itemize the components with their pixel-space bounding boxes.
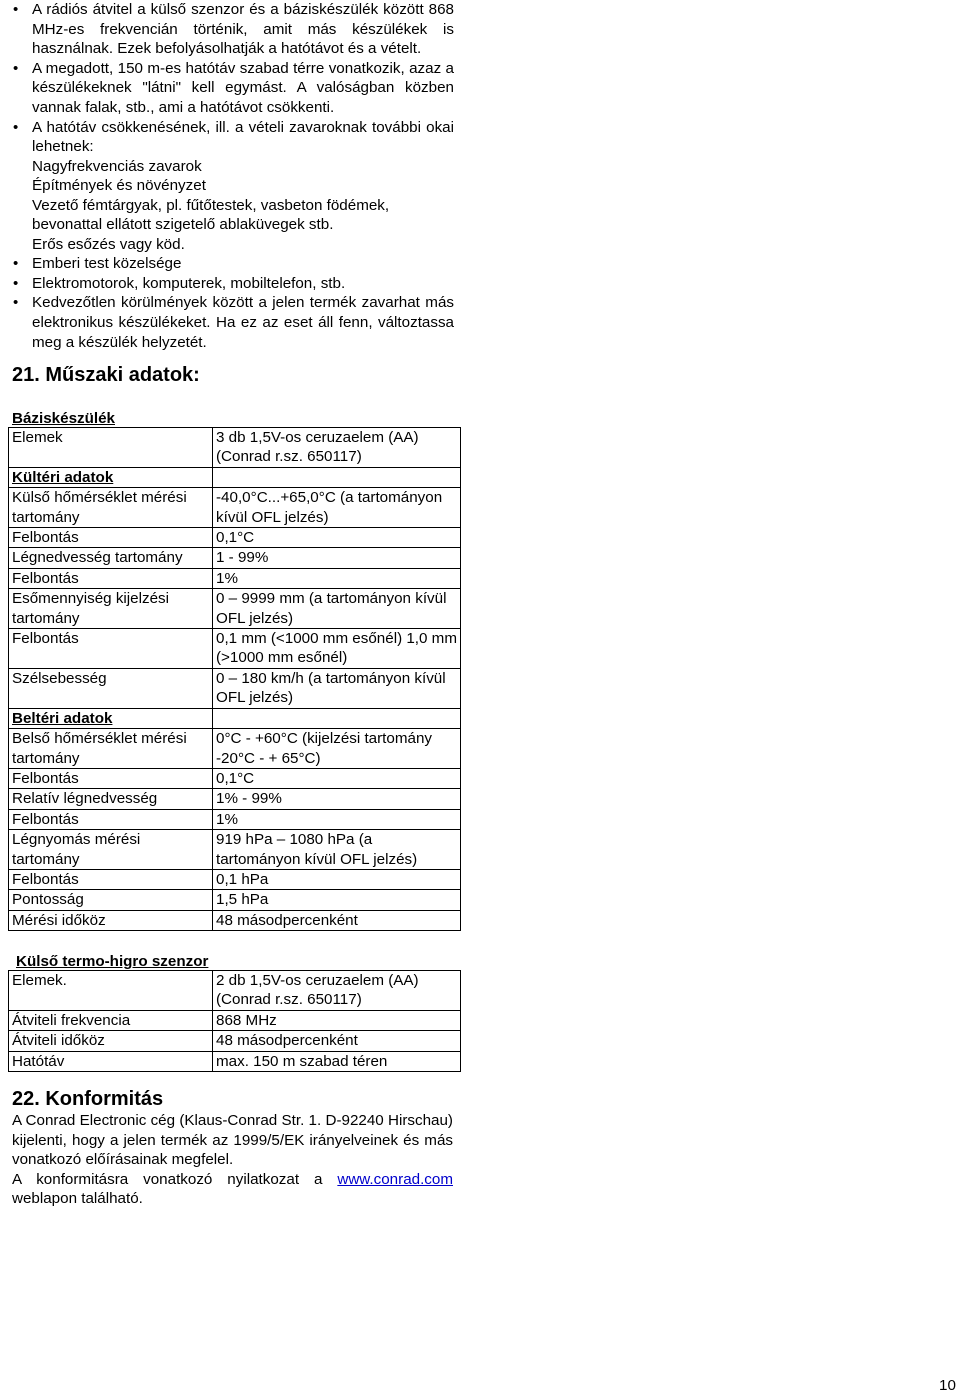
spec-value	[213, 467, 461, 487]
spec-row	[9, 830, 461, 870]
spec-label: Hatótáv	[9, 1051, 213, 1071]
spec-row	[9, 1051, 461, 1071]
sub-list	[12, 157, 454, 255]
section-22-title: 22. Konformitás	[12, 1088, 164, 1110]
spec-value: 48 másodpercenként	[213, 1031, 461, 1051]
spec-label: Légnedvesség tartomány	[9, 548, 213, 568]
spec-label: Elemek	[9, 428, 213, 468]
section-21-title: 21. Műszaki adatok:	[12, 364, 200, 386]
spec-group-header: Kültéri adatok	[9, 467, 213, 487]
spec-label: Felbontás	[9, 568, 213, 588]
sensor-spec-table	[8, 970, 461, 1072]
spec-value: 0,1°C	[213, 768, 461, 788]
spec-row	[9, 971, 461, 1011]
spec-label: Külső hőmérséklet mérési tartomány	[9, 488, 213, 528]
sensor-heading: Külső termo-higro szenzor	[16, 953, 209, 970]
spec-row	[9, 1010, 461, 1030]
spec-row	[9, 890, 461, 910]
spec-row	[9, 467, 461, 487]
spec-label: Belső hőmérséklet mérési tartomány	[9, 729, 213, 769]
spec-value: 0,1 mm (<1000 mm esőnél) 1,0 mm (>1000 mm esőnél)	[213, 629, 461, 669]
spec-label: Átviteli időköz	[9, 1031, 213, 1051]
spec-value: 919 hPa – 1080 hPa (a tartományon kívül OFL jelzés)	[213, 830, 461, 870]
spec-label: Felbontás	[9, 629, 213, 669]
spec-value: 1 - 99%	[213, 548, 461, 568]
spec-row	[9, 668, 461, 708]
spec-row	[9, 589, 461, 629]
spec-row	[9, 729, 461, 769]
spec-row	[9, 708, 461, 728]
spec-value: 868 MHz	[213, 1010, 461, 1030]
spec-value: max. 150 m szabad téren	[213, 1051, 461, 1071]
base-spec-table	[8, 427, 461, 931]
spec-row	[9, 629, 461, 669]
conformity-para-1: A Conrad Electronic cég (Klaus-Conrad Str. 1. D-92240 Hirschau) kijelenti, hogy a jelen termék az 1999/5/EK irányelveinek és más vonatkozó előírásainak megfelel.	[12, 1112, 453, 1168]
spec-label: Felbontás	[9, 768, 213, 788]
spec-label: Esőmennyiség kijelzési tartomány	[9, 589, 213, 629]
spec-value: -40,0°C...+65,0°C (a tartományon kívül OFL jelzés)	[213, 488, 461, 528]
bullet-list-bottom	[12, 254, 454, 352]
bullet-item: • A hatótáv csökkenésének, ill. a vételi zavaroknak további okai lehetnek:	[12, 118, 454, 157]
page-number: 10	[939, 1377, 956, 1394]
spec-value: 2 db 1,5V-os ceruzaelem (AA) (Conrad r.sz. 650117)	[213, 971, 461, 1011]
spec-value: 0,1°C	[213, 528, 461, 548]
spec-value: 0 – 180 km/h (a tartományon kívül OFL jelzés)	[213, 668, 461, 708]
sub-item: Építmények és növényzet	[32, 177, 206, 195]
spec-value: 1% - 99%	[213, 789, 461, 809]
spec-row	[9, 789, 461, 809]
spec-row	[9, 910, 461, 930]
spec-value: 48 másodpercenként	[213, 910, 461, 930]
spec-label: Légnyomás mérési tartomány	[9, 830, 213, 870]
sub-item: Vezető fémtárgyak, pl. fűtőtestek, vasbeton födémek, bevonattal ellátott szigetelő ablaküvegek stb.	[32, 196, 390, 234]
spec-row	[9, 428, 461, 468]
spec-value: 3 db 1,5V-os ceruzaelem (AA) (Conrad r.sz. 650117)	[213, 428, 461, 468]
bullet-section	[12, 0, 454, 352]
bullet-list-top	[12, 0, 454, 157]
bullet-item: • A rádiós átvitel a külső szenzor és a báziskészülék között 868 MHz-es frekvencián történik, amit más készülékek is használnak. Ezek befolyásolhatják a hatótávot és a vételt.	[12, 0, 454, 59]
conformity-prefix: A konformitásra vonatkozó nyilatkozat a	[12, 1170, 338, 1188]
bullet-item: • Emberi test közelsége	[12, 254, 454, 274]
spec-label: Mérési időköz	[9, 910, 213, 930]
spec-value: 1%	[213, 568, 461, 588]
spec-label: Felbontás	[9, 869, 213, 889]
spec-row	[9, 568, 461, 588]
spec-row	[9, 528, 461, 548]
spec-value: 1,5 hPa	[213, 890, 461, 910]
spec-row	[9, 869, 461, 889]
spec-group-header: Beltéri adatok	[9, 708, 213, 728]
spec-label: Relatív légnedvesség	[9, 789, 213, 809]
base-unit-heading: Báziskészülék	[12, 410, 115, 427]
spec-label: Felbontás	[9, 528, 213, 548]
spec-row	[9, 488, 461, 528]
spec-row	[9, 1031, 461, 1051]
spec-label: Felbontás	[9, 809, 213, 829]
conformity-text	[12, 1111, 453, 1209]
sub-item: Erős esőzés vagy köd.	[32, 235, 185, 253]
spec-value: 0,1 hPa	[213, 869, 461, 889]
spec-label: Szélsebesség	[9, 668, 213, 708]
spec-row	[9, 548, 461, 568]
spec-label: Pontosság	[9, 890, 213, 910]
sub-item: Nagyfrekvenciás zavarok	[32, 157, 202, 175]
conformity-para-2	[12, 1170, 453, 1209]
spec-value: 0°C - +60°C (kijelzési tartomány -20°C - + 65°C)	[213, 729, 461, 769]
conformity-suffix: weblapon található.	[12, 1190, 143, 1207]
spec-value: 0 – 9999 mm (a tartományon kívül OFL jelzés)	[213, 589, 461, 629]
bullet-item: • A megadott, 150 m-es hatótáv szabad térre vonatkozik, azaz a készülékeknek "látni" kell egymást. A valóságban közben vannak falak, stb., ami a hatótávot csökkenti.	[12, 59, 454, 118]
spec-label: Elemek.	[9, 971, 213, 1011]
spec-label: Átviteli frekvencia	[9, 1010, 213, 1030]
spec-row	[9, 809, 461, 829]
conrad-link[interactable]: www.conrad.com	[337, 1170, 453, 1188]
bullet-item: • Elektromotorok, komputerek, mobiltelefon, stb.	[12, 274, 454, 294]
spec-value: 1%	[213, 809, 461, 829]
spec-row	[9, 768, 461, 788]
spec-value	[213, 708, 461, 728]
bullet-item: • Kedvezőtlen körülmények között a jelen termék zavarhat más elektronikus készülékeket. Ha ez az eset áll fenn, változtassa meg a készülék helyzetét.	[12, 293, 454, 352]
